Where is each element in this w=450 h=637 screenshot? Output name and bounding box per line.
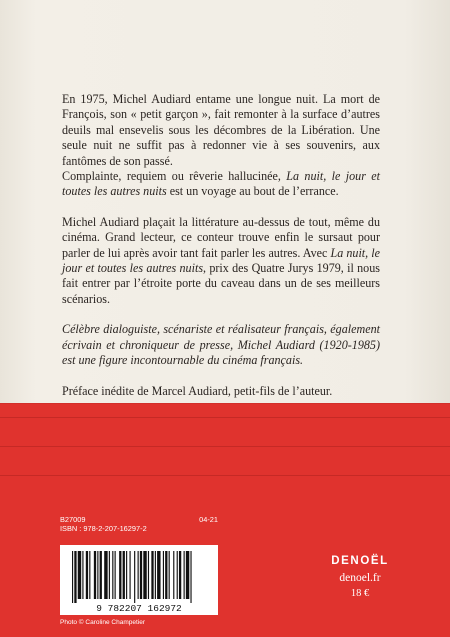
reference-code: B27009	[60, 515, 86, 524]
barcode	[60, 545, 218, 615]
barcode-bar	[184, 551, 185, 599]
barcode-bar	[169, 551, 170, 599]
intro-line-4: nuit ne suffit pas à redonner vie à ses souvenirs, aux fantômes	[62, 138, 380, 168]
barcode-bar	[72, 551, 73, 603]
barcode-bar	[143, 551, 146, 599]
book-title-italic-2: La nuit, le jour et toutes les autres nuits	[62, 245, 381, 276]
barcode-bar	[97, 551, 98, 599]
barcode-bar	[89, 551, 90, 599]
barcode-bar	[163, 551, 164, 599]
barcode-bar	[112, 551, 113, 599]
barcode-bar	[165, 551, 167, 599]
barcode-bar	[78, 551, 81, 599]
intro-line-3: deuils mal ensevelis sous les décombres de la Libération. Une seule	[62, 122, 380, 153]
barcode-bar	[119, 551, 121, 599]
paragraph-intro	[62, 92, 380, 169]
intro-line-5: de son passé.	[109, 153, 173, 168]
litterature-text-a: Michel Audiard plaçait la littérature au-dessus de tout, même du cinéma. Grand lecteur, ce conteur trouve enfin le sursaut pour parler de lui après avoir tant fait parler les autres. Avec	[62, 214, 380, 260]
litterature-text-b: , prix des Quatre Jurys 1979, il nous fait entrer par l’étroite porte du caveau dans un de ses meilleurs scénarios.	[62, 261, 380, 306]
price: 18 €	[350, 588, 370, 599]
barcode-bar	[140, 551, 142, 599]
barcode-bar	[123, 551, 125, 599]
barcode-bar	[138, 551, 139, 599]
barcode-bar	[86, 551, 88, 599]
barcode-digits: 9 782207 162972	[96, 603, 182, 614]
barcode-bar	[109, 551, 110, 599]
product-codes	[60, 515, 240, 533]
barcode-bar	[148, 551, 149, 599]
intro-line-2: François, son « petit garçon », fait remonter à la surface d’autres	[62, 107, 380, 122]
barcode-bar	[186, 551, 189, 599]
author-bio: Célèbre dialoguiste, scénariste et réalisateur français, également écrivain et chroniqueur de presse, Michel Audiard (1920-1985) est une figure incontournable du cinéma français.	[62, 322, 380, 368]
publisher-block	[300, 555, 420, 599]
print-date: 04-21	[199, 515, 218, 524]
intro-line-1: En 1975, Michel Audiard entame une longue nuit. La mort de	[62, 92, 380, 106]
barcode-bar	[82, 551, 83, 599]
paragraph-litterature	[62, 215, 380, 307]
publisher-logo: DENOËL	[331, 555, 389, 567]
barcode-bar	[74, 551, 76, 603]
paragraph-complainte	[62, 169, 380, 200]
barcode-bar	[157, 551, 160, 599]
barcode-bar	[190, 551, 191, 603]
barcode-bar	[126, 551, 127, 599]
isbn-text: ISBN : 978-2-207-16297-2	[60, 524, 147, 533]
blurb-text	[62, 92, 380, 399]
barcode-bar	[100, 551, 102, 599]
barcode-bar	[104, 551, 107, 599]
barcode-bar	[179, 551, 181, 599]
barcode-bar	[94, 551, 96, 599]
paragraph-preface: Préface inédite de Marcel Audiard, petit-fils de l’auteur.	[62, 383, 333, 398]
barcode-bar	[177, 551, 178, 599]
barcode-bar	[151, 551, 153, 599]
barcode-bar	[115, 551, 116, 599]
book-title-italic: La nuit, le jour et toutes les autres nuits	[62, 169, 380, 199]
complainte-text-a: Complainte, requiem ou rêverie hallucinée,	[62, 169, 287, 184]
barcode-bar	[173, 551, 174, 599]
barcode-bar	[130, 551, 131, 599]
barcode-bar	[155, 551, 156, 599]
barcode-bars	[60, 545, 218, 615]
photo-credit: Photo © Caroline Champetier	[60, 619, 145, 626]
publisher-website: denoel.fr	[339, 572, 381, 584]
paragraph-bio	[62, 322, 380, 368]
complainte-text-b: est un voyage au bout de l’errance.	[166, 184, 339, 199]
barcode-bar	[134, 551, 135, 603]
